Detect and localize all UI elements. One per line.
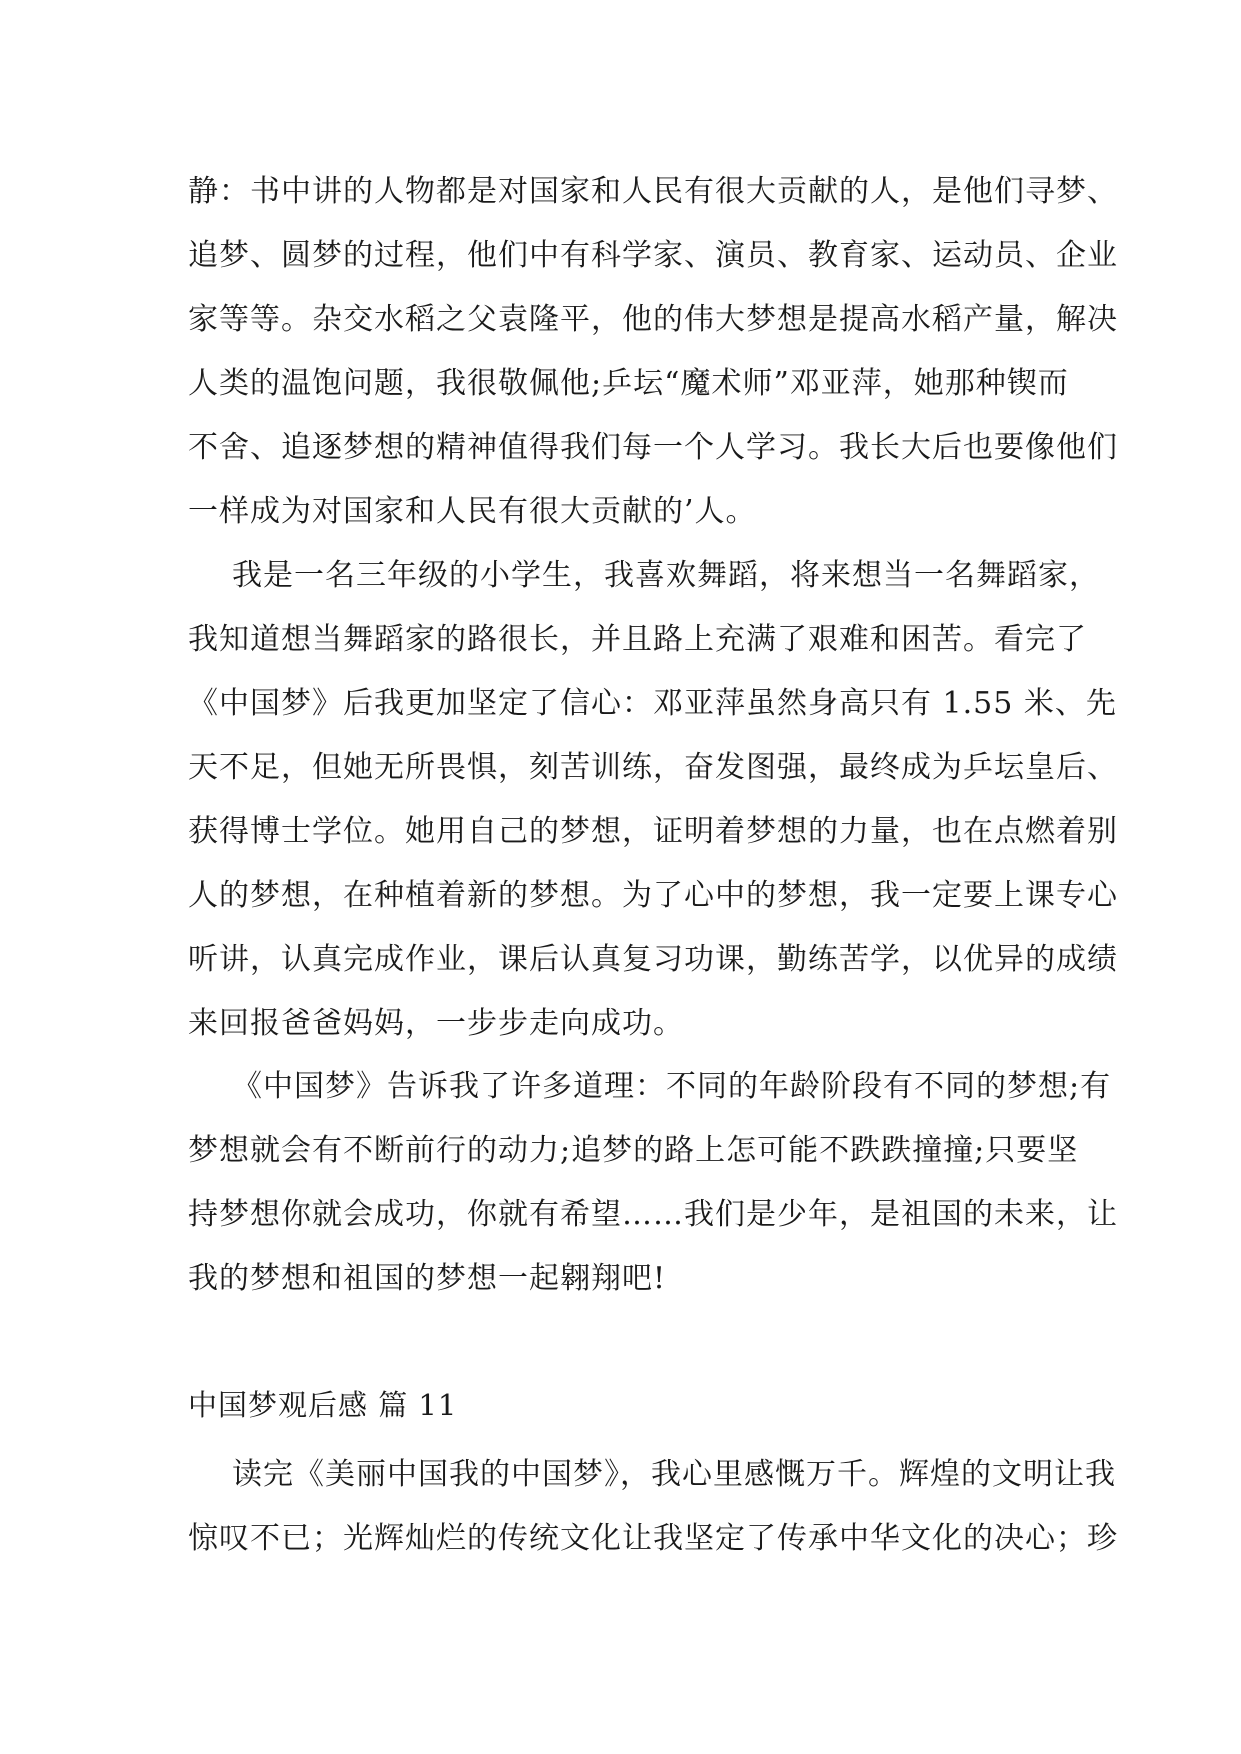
text-line: 持梦想你就会成功，你就有希望……我们是少年，是祖国的未来，让 xyxy=(188,1197,1118,1232)
text-line: 惊叹不已；光辉灿烂的传统文化让我坚定了传承中华文化的决心；珍 xyxy=(188,1521,1118,1556)
text-line: 天不足，但她无所畏惧，刻苦训练，奋发图强，最终成为乒坛皇后、 xyxy=(188,750,1118,785)
text-line: 来回报爸爸妈妈，一步步走向成功。 xyxy=(188,1006,684,1041)
text-line: 静：书中讲的人物都是对国家和人民有很大贡献的人，是他们寻梦、 xyxy=(188,174,1118,209)
text-line: 不舍、追逐梦想的精神值得我们每一个人学习。我长大后也要像他们 xyxy=(188,430,1118,465)
text-line: 获得博士学位。她用自己的梦想，证明着梦想的力量，也在点燃着别 xyxy=(188,814,1118,849)
text-line: 人类的温饱问题，我很敬佩他;乒坛“魔术师”邓亚萍，她那种锲而 xyxy=(188,366,1069,401)
paragraph-1 xyxy=(188,160,1118,544)
text-line: 我知道想当舞蹈家的路很长，并且路上充满了艰难和困苦。看完了 xyxy=(188,622,1087,657)
paragraph-3 xyxy=(188,1055,1118,1311)
paragraph-2 xyxy=(188,544,1118,1056)
section-heading: 中国梦观后感 篇 11 xyxy=(188,1388,458,1422)
text-line: 《中国梦》后我更加坚定了信心：邓亚萍虽然身高只有 1.55 米、先 xyxy=(188,686,1117,721)
text-line: 一样成为对国家和人民有很大贡献的’人。 xyxy=(188,494,757,529)
text-line: 追梦、圆梦的过程，他们中有科学家、演员、教育家、运动员、企业 xyxy=(188,238,1118,273)
section-paragraph xyxy=(188,1443,1118,1571)
text-line: 我是一名三年级的小学生，我喜欢舞蹈，将来想当一名舞蹈家， xyxy=(232,558,1100,593)
text-line: 梦想就会有不断前行的动力;追梦的路上怎可能不跌跌撞撞;只要坚 xyxy=(188,1133,1079,1168)
text-line: 读完《美丽中国我的中国梦》，我心里感慨万千。辉煌的文明让我 xyxy=(232,1457,1116,1492)
text-line: 我的梦想和祖国的梦想一起翱翔吧! xyxy=(188,1261,667,1296)
text-line: 听讲，认真完成作业，课后认真复习功课，勤练苦学，以优异的成绩 xyxy=(188,942,1118,977)
text-line: 家等等。杂交水稻之父袁隆平，他的伟大梦想是提高水稻产量，解决 xyxy=(188,302,1118,337)
text-line: 《中国梦》告诉我了许多道理：不同的年龄阶段有不同的梦想;有 xyxy=(232,1069,1112,1104)
text-line: 人的梦想，在种植着新的梦想。为了心中的梦想，我一定要上课专心 xyxy=(188,878,1118,913)
